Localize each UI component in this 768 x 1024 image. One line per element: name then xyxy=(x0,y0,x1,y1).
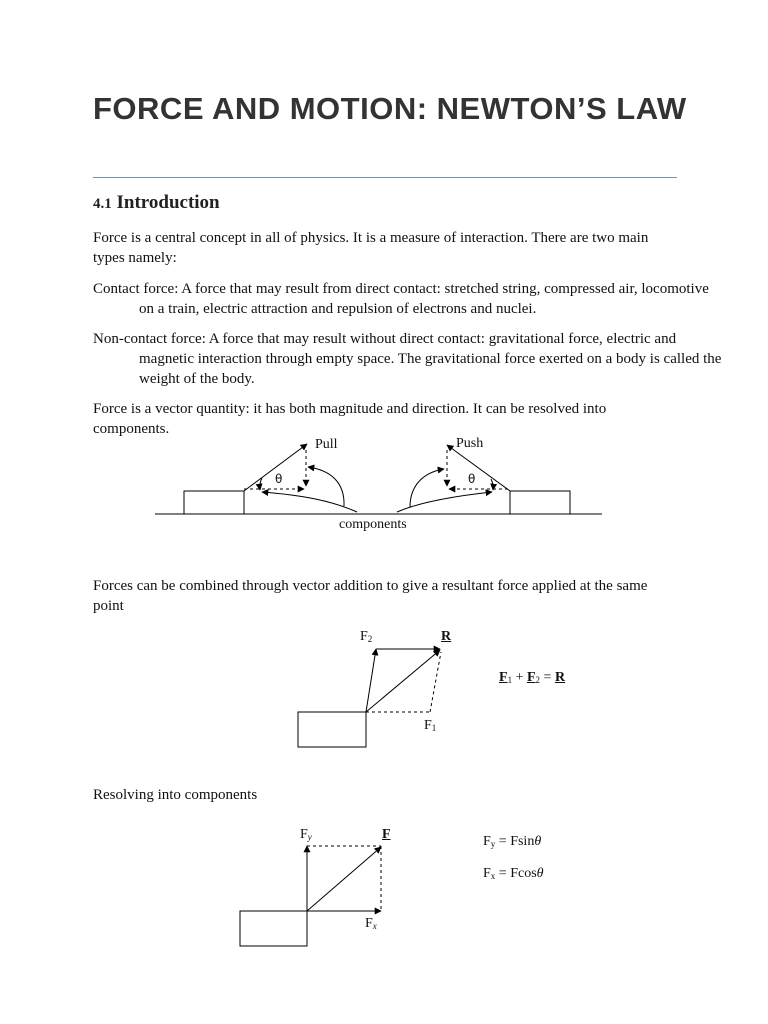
fy-equation: $F_y = Fsin\theta$ xyxy=(483,834,542,849)
resultant-vector xyxy=(366,650,440,712)
pull-angle-arc xyxy=(260,478,262,490)
fy-label: $F_y$ xyxy=(300,827,312,842)
push-label: Push xyxy=(456,436,484,451)
push-angle-arc xyxy=(491,479,493,490)
fx-label: $F_x$ xyxy=(365,916,377,931)
vector-addition-equation: $F_1 + F_2 = R$ xyxy=(499,670,566,685)
section-number: 4.1 xyxy=(93,196,112,212)
components-label: components xyxy=(339,517,407,532)
page-title: FORCE AND MOTION: NEWTON’S LAW xyxy=(93,91,687,126)
paragraph-vector: Force is a vector quantity: it has both magnitude and direction. It can be resolved into components. xyxy=(93,401,607,437)
diagram-resolving-components xyxy=(240,846,381,946)
section-title: Introduction xyxy=(116,192,220,213)
f-label: F xyxy=(382,827,391,842)
f-vector xyxy=(307,847,381,911)
pull-label: Pull xyxy=(315,437,338,452)
components-pointer-up-left xyxy=(308,467,344,506)
paragraph-intro: Force is a central concept in all of physics. It is a measure of interaction. There are two main types namely: xyxy=(93,230,649,266)
parallelogram-dashed xyxy=(430,652,441,712)
left-block xyxy=(184,491,244,514)
paragraph-resolving: Resolving into components xyxy=(93,787,258,803)
f2-label: $F_2$ xyxy=(360,629,373,644)
fx-equation: $F_x = Fcos\theta$ xyxy=(483,866,544,881)
f1-label: $F_1$ xyxy=(424,718,437,733)
components-pointer-up-right xyxy=(410,469,444,507)
resolving-block xyxy=(240,911,307,946)
diagram-vector-addition xyxy=(298,649,441,747)
paragraph-noncontact-force: Non-contact force: A force that may result without direct contact: gravitational force, electric and magnetic interaction through empty space. The gravitational force exerted on a body is called the weight of the body. xyxy=(93,331,722,387)
theta-right-label: θ xyxy=(468,472,476,486)
f2-vector xyxy=(366,649,376,712)
addition-block xyxy=(298,712,366,747)
r-label: R xyxy=(441,629,452,644)
right-block xyxy=(510,491,570,514)
theta-left-label: θ xyxy=(275,472,283,486)
paragraph-combined: Forces can be combined through vector addition to give a resultant force applied at the same point xyxy=(93,578,648,614)
paragraph-contact-force: Contact force: A force that may result from direct contact: stretched string, compressed air, locomotive on a train, electric attraction and repulsion of electrons and nuclei. xyxy=(93,281,709,317)
